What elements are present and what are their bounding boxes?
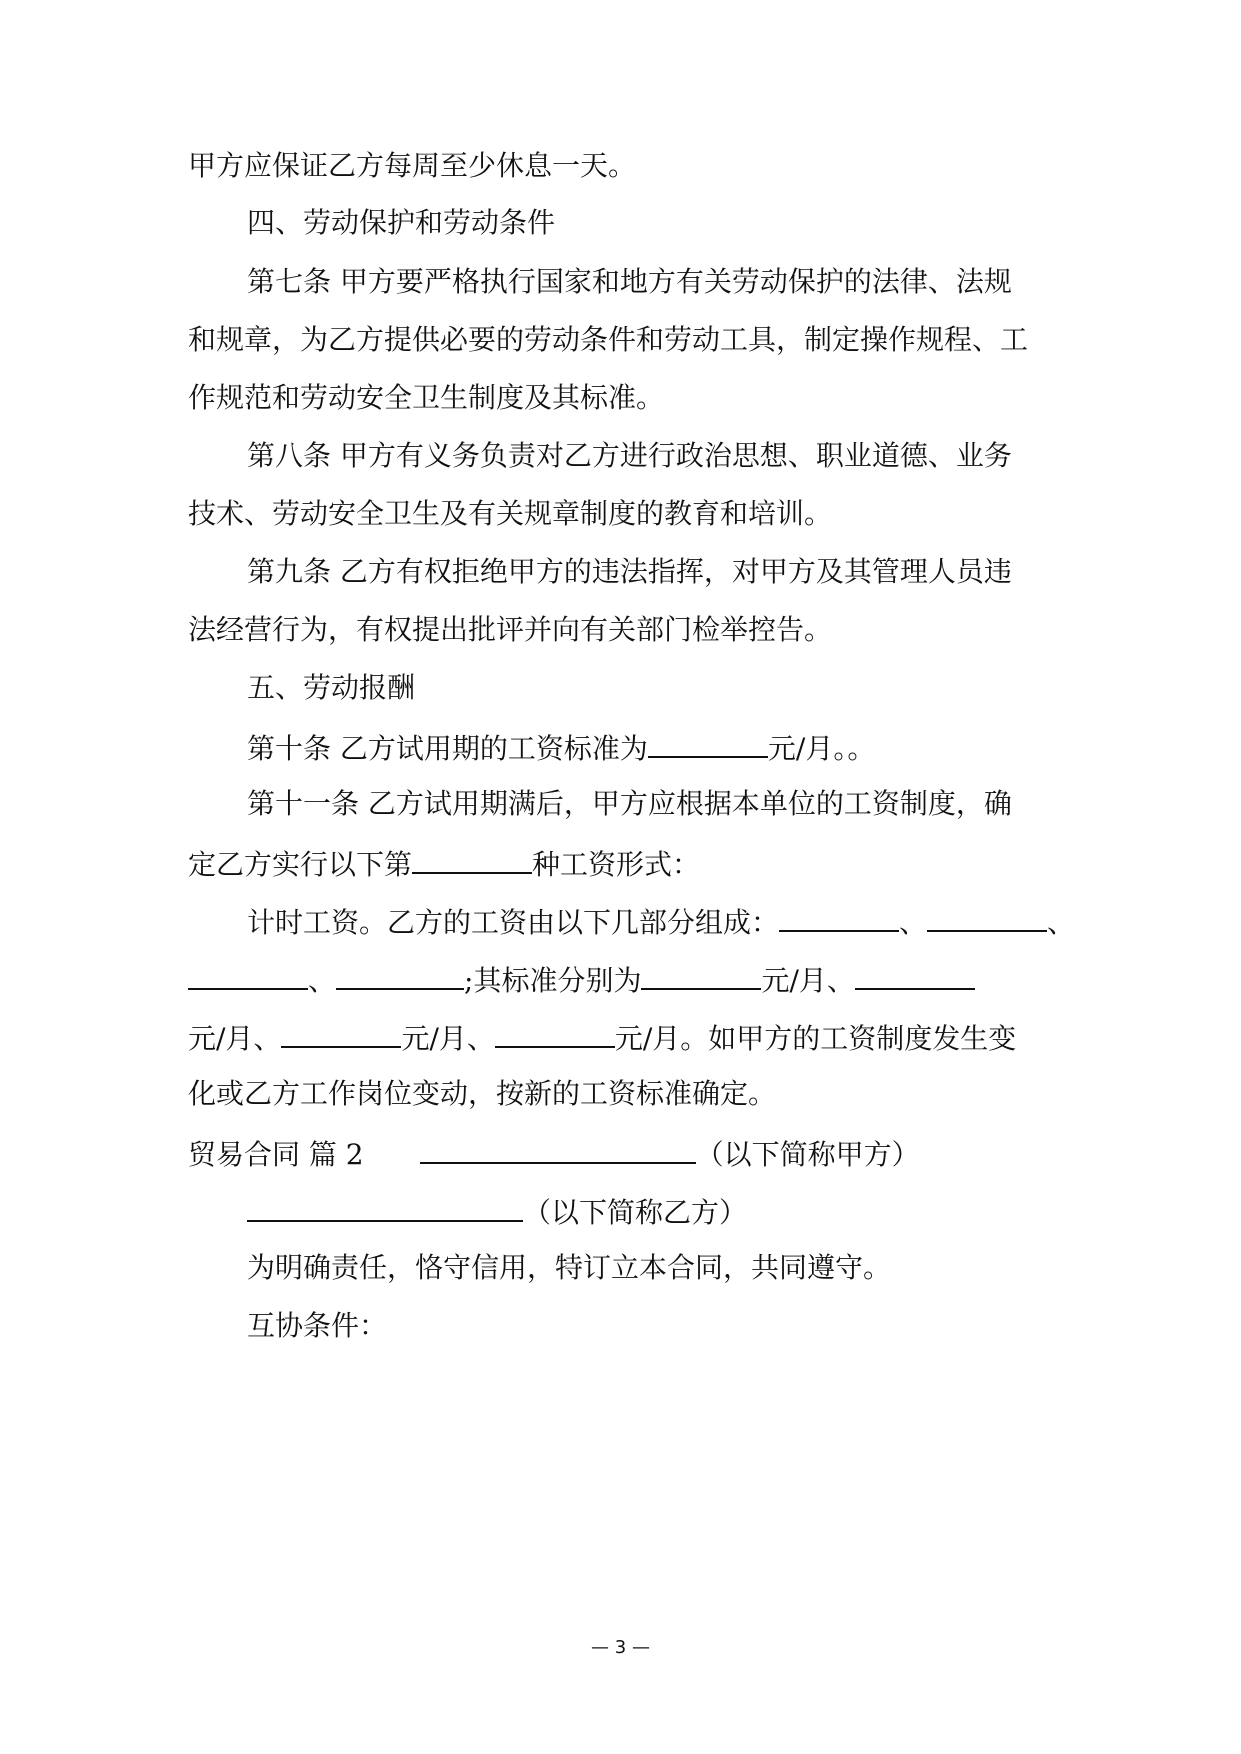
page-number: — 3 — [591,1637,650,1658]
fill-in-blank [247,1190,523,1222]
text-segment: 元/月。。 [767,732,876,765]
document-heading: 贸易合同 篇 2 [188,1138,364,1171]
section-heading: 四、劳动保护和劳动条件 [247,206,556,239]
text-segment: 计时工资。乙方的工资由以下几部分组成： [247,906,780,939]
fill-in-blank [188,958,308,990]
text-line: 化或乙方工作岗位变动，按新的工资标准确定。 [188,1077,777,1110]
text-line [247,726,1058,769]
text-line: 第十一条 乙方试用期满后，甲方应根据本单位的工资制度，确 [247,787,1012,820]
fill-in-blank [641,958,761,990]
text-line [188,1132,1058,1175]
text-line: 作规范和劳动安全卫生制度及其标准。 [188,381,665,414]
text-line: 法经营行为，有权提出批评并向有关部门检举控告。 [188,613,833,646]
text-line: 互协条件： [247,1309,388,1342]
fill-in-blank [336,958,464,990]
text-segment: 元/月、 [761,964,855,997]
fill-in-blank [648,726,768,758]
text-line [188,1016,1058,1059]
text-line: 技术、劳动安全卫生及有关规章制度的教育和培训。 [188,497,833,530]
text-line [247,1190,1058,1233]
text-line: 甲方应保证乙方每周至少休息一天。 [188,149,637,182]
section-heading: 五、劳动报酬 [247,671,416,704]
fill-in-blank [420,1132,696,1164]
text-segment: 元/月、 [401,1022,495,1055]
text-segment: 定乙方实行以下第 [188,848,413,881]
text-segment: ;其标准分别为 [464,964,642,997]
text-line: 为明确责任，恪守信用，特订立本合同，共同遵守。 [247,1251,892,1284]
text-segment: 元/月。如甲方的工资制度发生变 [614,1022,1017,1055]
fill-in-blank [281,1016,401,1048]
text-segment: （以下简称甲方） [695,1138,920,1171]
text-line [188,842,1058,885]
text-segment: 第十条 乙方试用期的工资标准为 [247,732,648,765]
text-line: 和规章，为乙方提供必要的劳动条件和劳动工具，制定操作规程、工 [188,323,1029,356]
text-segment: 、 [1047,906,1076,939]
fill-in-blank [495,1016,615,1048]
text-segment: 元/月、 [188,1022,282,1055]
text-segment: 、 [308,964,337,997]
text-segment: （以下简称乙方） [523,1196,748,1229]
text-segment: 种工资形式： [532,848,701,881]
text-line [188,958,1058,1001]
fill-in-blank [412,842,532,874]
text-line [247,900,1076,943]
fill-in-blank [779,900,899,932]
text-line: 第八条 甲方有义务负责对乙方进行政治思想、职业道德、业务 [247,439,1012,472]
text-line: 第七条 甲方要严格执行国家和地方有关劳动保护的法律、法规 [247,265,1012,298]
text-line: 第九条 乙方有权拒绝甲方的违法指挥，对甲方及其管理人员违 [247,555,1012,588]
text-segment: 、 [899,906,928,939]
fill-in-blank [855,958,975,990]
fill-in-blank [927,900,1047,932]
